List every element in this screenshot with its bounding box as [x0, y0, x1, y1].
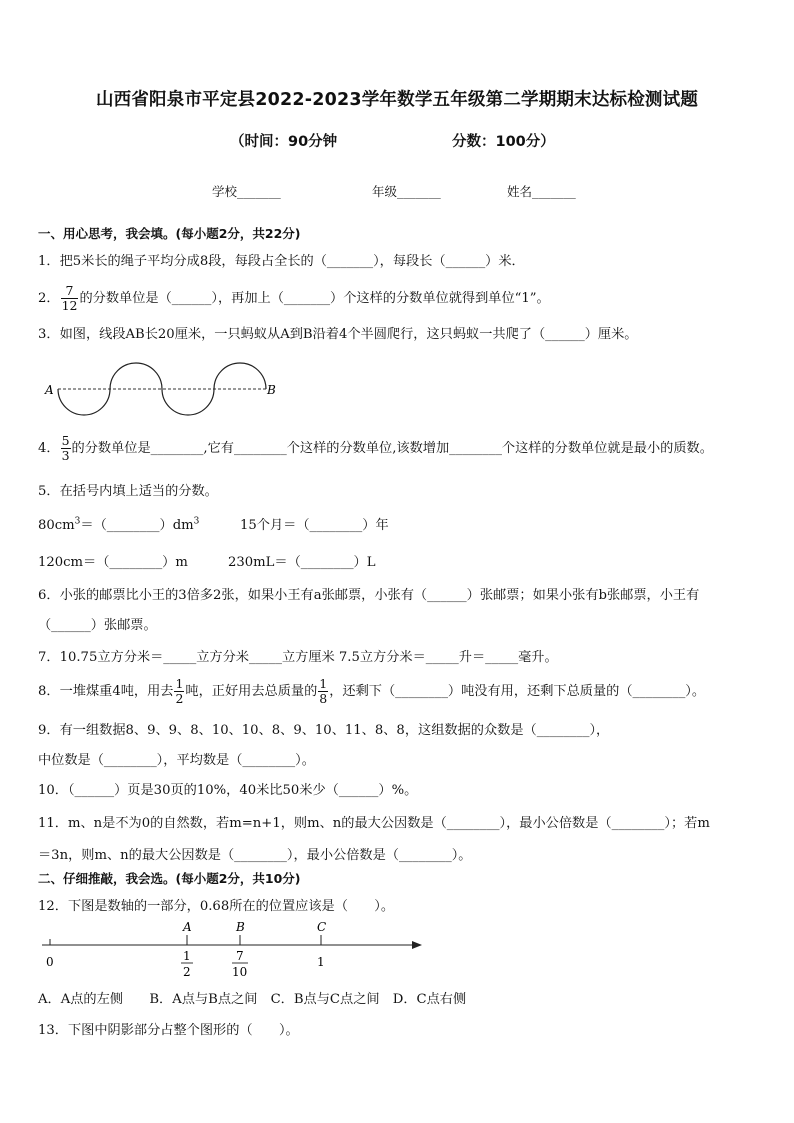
fraction-denominator: 8 — [319, 691, 328, 706]
fraction-denominator: 2 — [175, 691, 184, 706]
fraction-numerator: 5 — [61, 433, 70, 448]
point-b-label: B — [236, 920, 245, 934]
question-8-part-2: 吨，正好用去总质量的 — [185, 684, 318, 699]
question-8-part-1: 8．一堆煤重4吨，用去 — [38, 684, 174, 699]
grade-field: 年级_______ — [372, 184, 441, 199]
arrow-head-icon — [412, 941, 422, 949]
fraction-numerator: 1 — [319, 676, 328, 691]
tick-label-half-numerator: 1 — [183, 949, 191, 963]
question-3: 3．如图，线段AB长20厘米，一只蚂蚁从A到B沿着4个半圆爬行，这只蚂蚁一共爬了（______）厘米。 — [38, 327, 638, 342]
question-9-line-2: 中位数是（________），平均数是（________）。 — [38, 753, 315, 768]
tick-label-0: 0 — [46, 955, 54, 969]
question-5: 5．在括号内填上适当的分数。 — [38, 484, 218, 499]
tick-label-1: 1 — [317, 955, 325, 969]
question-6-line-1: 6．小张的邮票比小王的3倍多2张，如果小王有a张邮票，小张有（______）张邮票；如果小张有b张邮票，小王有 — [38, 588, 700, 603]
exponent: 3 — [193, 516, 200, 527]
question-2-number: 2． — [38, 291, 60, 306]
question-6-line-2: （______）张邮票。 — [38, 618, 157, 633]
exponent: 3 — [74, 516, 81, 527]
question-12: 12．下图是数轴的一部分，0.68所在的位置应该是（ ）。 — [38, 899, 395, 914]
section-1-heading: 一、用心思考，我会填。(每小题2分，共22分) — [38, 226, 301, 241]
page-title: 山西省阳泉市平定县2022-2023学年数学五年级第二学期期末达标检测试题 — [95, 90, 699, 110]
name-field: 姓名_______ — [507, 184, 576, 199]
school-field: 学校_______ — [212, 184, 281, 199]
question-2-text: 的分数单位是（______），再加上（_______）个这样的分数单位就得到单位“1”。 — [79, 291, 550, 306]
question-8-part-3: ，还剩下（________）吨没有用，还剩下总质量的（________）。 — [329, 684, 706, 699]
question-9-line-1: 9．有一组数据8、9、9、8、10、10、8、9、10、11、8、8，这组数据的众数是（________）， — [38, 723, 610, 738]
point-b-label: B — [267, 383, 276, 397]
tick-label-seven-tenths-denominator: 10 — [232, 965, 248, 979]
volume-value: 80cm — [38, 518, 75, 533]
question-5-b: 15个月＝（________）年 — [240, 518, 389, 533]
total-score: 分数：100分） — [452, 134, 555, 150]
question-4-number: 4． — [38, 441, 60, 456]
question-7: 7．10.75立方分米＝_____立方分米_____立方厘米 7.5立方分米＝_____升＝_____毫升。 — [38, 650, 558, 665]
question-1: 1．把5米长的绳子平均分成8段，每段占全长的（_______），每段长（______）米． — [38, 254, 525, 269]
volume-blank: ＝（________）dm — [80, 518, 194, 533]
point-c-label: C — [317, 920, 327, 934]
tick-label-half-denominator: 2 — [183, 965, 191, 979]
fraction-numerator: 1 — [175, 676, 184, 691]
question-5-d: 230mL＝（________）L — [228, 555, 376, 570]
question-13: 13．下图中阴影部分占整个图形的（ ）。 — [38, 1023, 299, 1038]
time-limit: （时间：90分钟 — [230, 134, 338, 150]
point-a-label: A — [183, 920, 192, 934]
question-11-line-1: 11．m、n是不为0的自然数，若m=n+1，则m、n的最大公因数是（________），最小公倍数是（________）；若m — [38, 816, 710, 831]
section-2-heading: 二、仔细推敲，我会选。(每小题2分，共10分) — [38, 871, 301, 886]
tick-label-seven-tenths-numerator: 7 — [236, 949, 244, 963]
question-4-text: 的分数单位是________,它有________个这样的分数单位,该数增加________个这样的分数单位就是最小的质数。 — [71, 441, 713, 456]
question-10: 10．（______）页是30页的10%，40米比50米少（______）%。 — [38, 783, 418, 798]
question-5-c: 120cm＝（________）m — [38, 555, 188, 570]
fraction-numerator: 7 — [61, 284, 79, 299]
fraction-denominator: 3 — [61, 448, 70, 463]
point-a-label: A — [45, 383, 54, 397]
fraction-denominator: 12 — [61, 298, 78, 313]
question-12-options: A．A点的左侧 B．A点与B点之间 C．B点与C点之间 D．C点右侧 — [38, 992, 467, 1007]
question-11-line-2: ＝3n，则m、n的最大公因数是（________），最小公倍数是（________）。 — [38, 848, 472, 863]
